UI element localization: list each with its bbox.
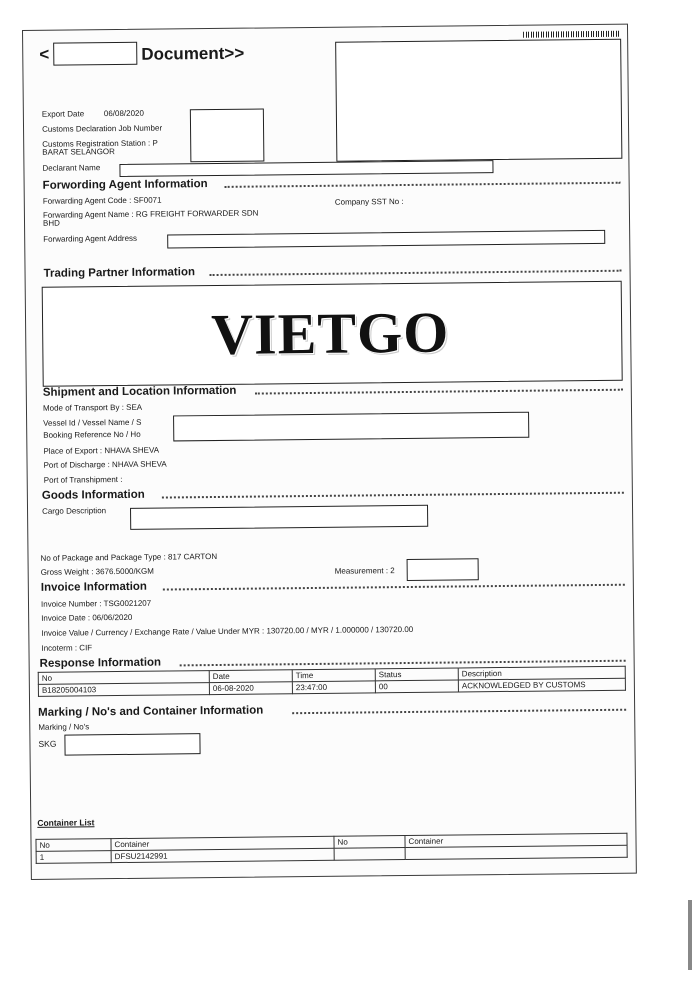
export-date-label: Export Date [41, 109, 85, 119]
section-rule [163, 584, 625, 591]
invoice-heading: Invoice Information [40, 580, 147, 594]
company-sst: Company SST No : [334, 197, 404, 207]
container-list-heading: Container List [37, 817, 95, 828]
invoice-date: Invoice Date : 06/06/2020 [41, 612, 133, 623]
header-open-bracket: < [39, 44, 50, 64]
forwarding-address-label: Forwarding Agent Address [43, 233, 138, 244]
container-table [35, 833, 627, 864]
forwarding-name-continued: BHD [42, 218, 60, 228]
customs-document-page [22, 24, 637, 880]
response-col-status: Status [375, 668, 458, 681]
measurement-label: Measurement : 2 [334, 566, 395, 576]
container-id: DFSU2142991 [111, 848, 334, 862]
container-no-2 [334, 848, 405, 861]
redacted-marking [64, 733, 200, 755]
response-col-no: No [38, 671, 209, 685]
redacted-declarant [119, 160, 493, 177]
section-rule [162, 492, 624, 499]
document-title: Document>> [141, 43, 245, 64]
redacted-header-panel [335, 39, 622, 162]
forwarding-heading: Forwording Agent Information [42, 178, 208, 192]
response-description: ACKNOWLEDGED BY CUSTOMS [458, 678, 625, 692]
cargo-label: Cargo Description [41, 506, 107, 516]
incoterm: Incoterm : CIF [41, 643, 93, 653]
job-number-label: Customs Declaration Job Number [41, 123, 163, 134]
station-label: Customs Registration Station : P [42, 138, 158, 149]
response-no: B18205004103 [38, 683, 209, 697]
transport-mode: Mode of Transport By : SEA [42, 402, 143, 413]
container-id-2 [405, 845, 627, 859]
response-col-description: Description [458, 666, 625, 680]
booking-label: Booking Reference No / Ho [43, 429, 141, 440]
port-of-discharge: Port of Discharge : NHAVA SHEVA [43, 459, 167, 470]
vessel-label: Vessel Id / Vessel Name / S [43, 417, 142, 428]
declarant-label: Declarant Name [42, 163, 101, 173]
redacted-job-number [190, 108, 265, 162]
section-rule [210, 270, 622, 276]
port-of-transhipment: Port of Transhipment : [43, 474, 123, 485]
scan-edge-shadow [688, 900, 692, 970]
redacted-measurement [407, 558, 479, 581]
goods-heading: Goods Information [41, 488, 145, 502]
invoice-value: Invoice Value / Currency / Exchange Rate / Value Under MYR : 130720.00 / MYR / 1.000000 / 130720.00 [41, 624, 414, 638]
marking-heading: Marking / No's and Container Information [38, 704, 264, 719]
container-col-container-2: Container [405, 833, 627, 847]
section-rule [180, 660, 626, 667]
redacted-address [167, 230, 605, 249]
redacted-vessel-booking [173, 412, 529, 442]
redacted-title-box [53, 42, 137, 66]
trading-heading: Trading Partner Information [43, 266, 196, 280]
invoice-number: Invoice Number : TSG0021207 [40, 598, 152, 609]
station-continued: BARAT SELANGOR [42, 147, 115, 157]
section-rule [225, 182, 621, 188]
container-col-no-2: No [334, 836, 405, 849]
response-col-time: Time [292, 669, 375, 682]
forwarding-code: Forwarding Agent Code : SF0071 [42, 195, 162, 206]
response-time: 23:47:00 [292, 681, 375, 694]
package-info: No of Package and Package Type : 817 CARTON [40, 551, 218, 563]
gross-weight: Gross Weight : 3676.5000/KGM [40, 566, 154, 577]
container-col-container: Container [111, 836, 334, 850]
response-date: 06-08-2020 [209, 682, 292, 695]
container-col-no: No [36, 839, 111, 852]
response-heading: Response Information [39, 656, 162, 670]
redacted-cargo-description [130, 505, 428, 530]
barcode [523, 31, 619, 38]
response-table [38, 666, 626, 697]
vietgo-watermark: VIETGO [210, 299, 450, 368]
export-date-value: 06/08/2020 [103, 108, 144, 119]
shipment-heading: Shipment and Location Information [42, 384, 237, 399]
marking-skg: SKG [38, 738, 57, 749]
section-rule [255, 389, 623, 395]
response-col-date: Date [209, 670, 292, 683]
place-of-export: Place of Export : NHAVA SHEVA [43, 445, 160, 456]
section-rule [292, 709, 626, 714]
container-no: 1 [36, 851, 111, 864]
forwarding-name: Forwarding Agent Name : RG FREIGHT FORWARDER SDN [42, 208, 259, 220]
response-status: 00 [375, 680, 458, 693]
marking-label: Marking / No's [38, 722, 90, 732]
